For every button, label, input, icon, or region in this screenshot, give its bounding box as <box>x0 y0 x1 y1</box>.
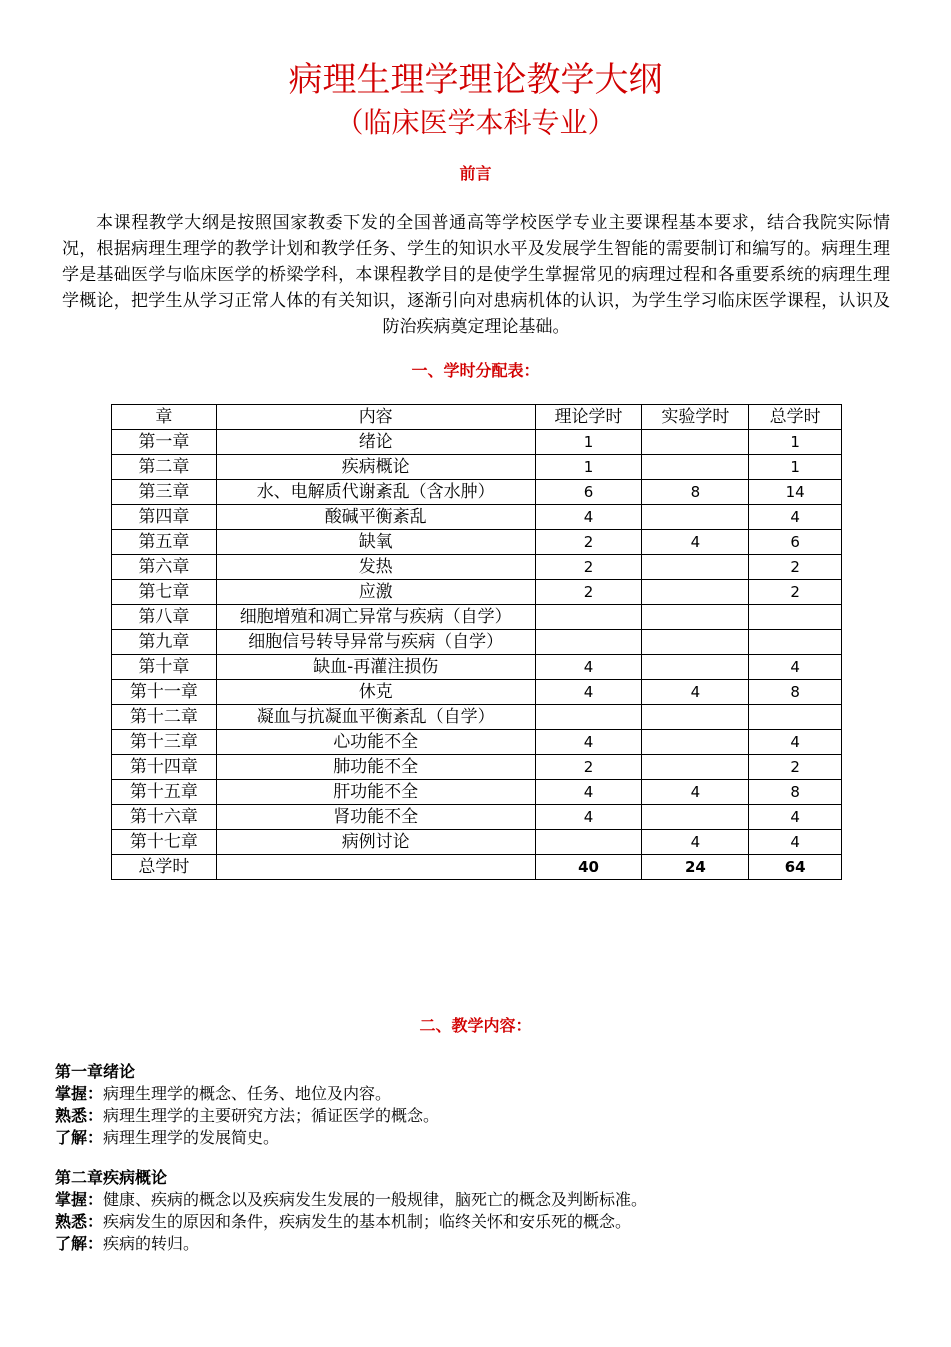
cell-theory-hours <box>535 830 642 855</box>
cell-theory-hours: 2 <box>535 580 642 605</box>
cell-content: 水、电解质代谢紊乱（含水肿） <box>216 480 535 505</box>
document-subtitle: （临床医学本科专业） <box>335 106 616 139</box>
preface-text: 本课程教学大纲是按照国家教委下发的全国普通高等学校医学专业主要课程基本要求，结合我院实际情况，根据病理生理学的教学计划和教学任务、学生的知识水平及发展学生智能的需要制订和编写的。病理生理学是基础医学与临床医学的桥梁学科，本课程教学目的是使学生掌握常见的病理过程和各重要系统的病理生理学概论，把学生从学习正常人体的有关知识，逐渐引向对患病机体的认识，为学生学习临床医学课程，认识及防治疾病奠定理论基础。 <box>62 213 890 337</box>
cell-total-hours: 2 <box>749 580 842 605</box>
cell-total-hours <box>749 630 842 655</box>
total-chapter: 总学时 <box>112 855 217 880</box>
cell-content: 肺功能不全 <box>216 755 535 780</box>
requirement-level: 掌握： <box>55 1190 104 1209</box>
requirement-level: 熟悉： <box>55 1212 104 1231</box>
section1-heading: 一、学时分配表： <box>411 361 540 380</box>
cell-chapter: 第九章 <box>112 630 217 655</box>
requirement-text: 疾病的转归。 <box>103 1234 200 1253</box>
cell-content: 缺血-再灌注损伤 <box>216 655 535 680</box>
cell-theory-hours: 4 <box>535 505 642 530</box>
cell-content: 细胞增殖和凋亡异常与疾病（自学） <box>216 605 535 630</box>
cell-theory-hours: 4 <box>535 780 642 805</box>
table-row <box>112 605 842 630</box>
cell-lab-hours <box>642 805 749 830</box>
cell-content: 凝血与抗凝血平衡紊乱（自学） <box>216 705 535 730</box>
cell-lab-hours <box>642 705 749 730</box>
requirement-level: 了解： <box>55 1128 104 1147</box>
table-row <box>112 505 842 530</box>
requirement-level: 了解： <box>55 1234 104 1253</box>
table-row <box>112 530 842 555</box>
table-row <box>112 805 842 830</box>
cell-theory-hours: 1 <box>535 430 642 455</box>
chapter-block <box>55 1167 905 1255</box>
requirement-line <box>55 1127 905 1149</box>
cell-content: 心功能不全 <box>216 730 535 755</box>
cell-lab-hours <box>642 655 749 680</box>
cell-lab-hours <box>642 555 749 580</box>
requirement-line <box>55 1083 905 1105</box>
cell-total-hours: 8 <box>749 780 842 805</box>
cell-content: 细胞信号转导异常与疾病（自学） <box>216 630 535 655</box>
cell-chapter: 第十章 <box>112 655 217 680</box>
cell-chapter: 第三章 <box>112 480 217 505</box>
requirement-text: 病理生理学的发展简史。 <box>103 1128 280 1147</box>
section2-heading: 二、教学内容： <box>419 1016 532 1035</box>
cell-theory-hours: 2 <box>535 530 642 555</box>
table-header-row <box>112 405 842 430</box>
cell-lab-hours: 4 <box>642 680 749 705</box>
cell-content: 肾功能不全 <box>216 805 535 830</box>
cell-theory-hours <box>535 630 642 655</box>
cell-content: 酸碱平衡紊乱 <box>216 505 535 530</box>
teaching-content <box>55 1061 905 1273</box>
total-lab-hours: 24 <box>642 855 749 880</box>
requirement-line <box>55 1189 905 1211</box>
header-content: 内容 <box>216 405 535 430</box>
cell-chapter: 第一章 <box>112 430 217 455</box>
cell-total-hours: 14 <box>749 480 842 505</box>
table-row <box>112 755 842 780</box>
requirement-line <box>55 1105 905 1127</box>
cell-total-hours: 1 <box>749 455 842 480</box>
cell-content: 绪论 <box>216 430 535 455</box>
cell-content: 病例讨论 <box>216 830 535 855</box>
requirement-level: 熟悉： <box>55 1106 104 1125</box>
cell-theory-hours: 4 <box>535 730 642 755</box>
cell-chapter: 第十四章 <box>112 755 217 780</box>
requirement-text: 健康、疾病的概念以及疾病发生发展的一般规律，脑死亡的概念及判断标准。 <box>103 1190 648 1209</box>
table-row <box>112 780 842 805</box>
cell-content: 休克 <box>216 680 535 705</box>
cell-theory-hours: 1 <box>535 455 642 480</box>
table-row <box>112 555 842 580</box>
cell-total-hours <box>749 605 842 630</box>
table-row <box>112 630 842 655</box>
total-content <box>216 855 535 880</box>
cell-content: 疾病概论 <box>216 455 535 480</box>
cell-content: 发热 <box>216 555 535 580</box>
cell-lab-hours <box>642 630 749 655</box>
cell-theory-hours: 4 <box>535 680 642 705</box>
cell-chapter: 第十七章 <box>112 830 217 855</box>
hours-table-body <box>112 405 842 880</box>
cell-theory-hours <box>535 605 642 630</box>
header-lab-hours: 实验学时 <box>642 405 749 430</box>
header-theory-hours: 理论学时 <box>535 405 642 430</box>
cell-lab-hours <box>642 755 749 780</box>
cell-total-hours <box>749 705 842 730</box>
cell-chapter: 第十一章 <box>112 680 217 705</box>
cell-lab-hours <box>642 505 749 530</box>
header-total-hours: 总学时 <box>749 405 842 430</box>
table-row <box>112 480 842 505</box>
table-row <box>112 830 842 855</box>
cell-content: 肝功能不全 <box>216 780 535 805</box>
cell-lab-hours <box>642 580 749 605</box>
table-row <box>112 705 842 730</box>
requirement-text: 病理生理学的概念、任务、地位及内容。 <box>103 1084 392 1103</box>
cell-total-hours: 1 <box>749 430 842 455</box>
table-row <box>112 655 842 680</box>
chapter-title: 第一章绪论 <box>55 1062 136 1081</box>
cell-total-hours: 2 <box>749 555 842 580</box>
table-row <box>112 580 842 605</box>
cell-theory-hours: 6 <box>535 480 642 505</box>
cell-total-hours: 6 <box>749 530 842 555</box>
document-title: 病理生理学理论教学大纲 <box>288 60 663 100</box>
cell-chapter: 第五章 <box>112 530 217 555</box>
table-total-row <box>112 855 842 880</box>
cell-lab-hours: 4 <box>642 830 749 855</box>
cell-total-hours: 4 <box>749 805 842 830</box>
cell-content: 缺氧 <box>216 530 535 555</box>
cell-chapter: 第十六章 <box>112 805 217 830</box>
cell-chapter: 第十二章 <box>112 705 217 730</box>
cell-lab-hours <box>642 730 749 755</box>
cell-theory-hours <box>535 705 642 730</box>
cell-lab-hours <box>642 605 749 630</box>
cell-theory-hours: 2 <box>535 555 642 580</box>
table-row <box>112 680 842 705</box>
cell-theory-hours: 4 <box>535 805 642 830</box>
cell-chapter: 第十三章 <box>112 730 217 755</box>
cell-total-hours: 4 <box>749 830 842 855</box>
cell-total-hours: 4 <box>749 730 842 755</box>
cell-chapter: 第十五章 <box>112 780 217 805</box>
table-row <box>112 430 842 455</box>
hours-table <box>111 404 842 880</box>
table-row <box>112 455 842 480</box>
preface-heading: 前言 <box>459 164 492 183</box>
cell-content: 应激 <box>216 580 535 605</box>
cell-total-hours: 8 <box>749 680 842 705</box>
total-total-hours: 64 <box>749 855 842 880</box>
chapter-block <box>55 1061 905 1149</box>
cell-total-hours: 2 <box>749 755 842 780</box>
cell-total-hours: 4 <box>749 505 842 530</box>
cell-chapter: 第二章 <box>112 455 217 480</box>
requirement-line <box>55 1211 905 1233</box>
cell-chapter: 第六章 <box>112 555 217 580</box>
cell-theory-hours: 4 <box>535 655 642 680</box>
requirement-level: 掌握： <box>55 1084 104 1103</box>
requirement-text: 病理生理学的主要研究方法；循证医学的概念。 <box>103 1106 440 1125</box>
cell-lab-hours: 8 <box>642 480 749 505</box>
header-chapter: 章 <box>112 405 217 430</box>
cell-lab-hours <box>642 430 749 455</box>
cell-total-hours: 4 <box>749 655 842 680</box>
cell-theory-hours: 2 <box>535 755 642 780</box>
cell-lab-hours: 4 <box>642 780 749 805</box>
cell-chapter: 第七章 <box>112 580 217 605</box>
chapter-title: 第二章疾病概论 <box>55 1168 168 1187</box>
cell-chapter: 第四章 <box>112 505 217 530</box>
requirement-line <box>55 1233 905 1255</box>
table-row <box>112 730 842 755</box>
cell-lab-hours <box>642 455 749 480</box>
total-theory-hours: 40 <box>535 855 642 880</box>
cell-lab-hours: 4 <box>642 530 749 555</box>
cell-chapter: 第八章 <box>112 605 217 630</box>
requirement-text: 疾病发生的原因和条件，疾病发生的基本机制；临终关怀和安乐死的概念。 <box>103 1212 632 1231</box>
